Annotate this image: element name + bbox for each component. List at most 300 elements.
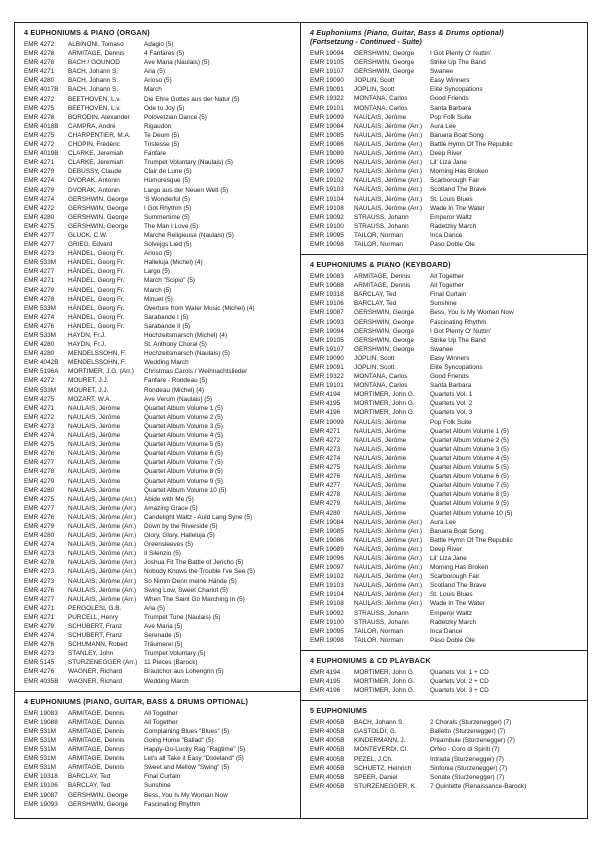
catalog-row — [24, 449, 294, 458]
catalog-row — [24, 486, 294, 495]
section-title: 4 EUPHONIUMS (PIANO, GUITAR, BASS & DRUMS OPTIONAL) — [24, 696, 249, 706]
catalog-row — [24, 567, 294, 576]
entry-code: EMR 19090 — [310, 354, 344, 362]
entry-title: Santa Barbara — [430, 104, 472, 112]
entry-composer: STRAUSS, Johann — [354, 222, 409, 230]
catalog-row — [310, 427, 581, 436]
entry-title: Die Ehre Gottes aus der Natur (5) — [144, 95, 240, 103]
entry-code: EMR 19100 — [310, 618, 344, 626]
entry-title: Fanfare - Rondeau (5) — [144, 377, 208, 385]
entry-code: EMR 533M — [24, 259, 56, 267]
entry-code: EMR 19322 — [310, 373, 344, 381]
entry-composer: ARMITAGE, Dennis — [68, 755, 125, 763]
catalog-row — [24, 613, 294, 622]
section-rows — [310, 668, 581, 695]
entry-composer: NAULAIS, Jérôme (Arr.) — [68, 495, 137, 503]
entry-code: EMR 4280 — [24, 532, 55, 540]
entry-code: EMR 19105 — [310, 336, 344, 344]
entry-composer: NAULAIS, Jérôme — [68, 450, 121, 458]
entry-title: Rigaudon — [144, 122, 172, 130]
entry-composer: ARMITAGE, Dennis — [68, 764, 125, 772]
entry-composer: HÄNDEL, Georg Fr. — [68, 259, 125, 267]
entry-title: Quartet Album Volume 8 (5) — [430, 491, 509, 499]
catalog-row — [24, 131, 294, 140]
entry-code: EMR 4274 — [24, 313, 55, 321]
entry-composer: BACH, Johann S. — [68, 68, 119, 76]
entry-title: Quartet Album Volume 6 (5) — [430, 473, 509, 481]
entry-composer: NAULAIS, Jérôme — [354, 482, 407, 490]
catalog-row — [310, 572, 581, 581]
entry-code: EMR 4277 — [24, 504, 55, 512]
catalog-row — [310, 436, 581, 445]
entry-title: Final Curtain — [430, 291, 467, 299]
entry-code: EMR 4274 — [24, 177, 55, 185]
catalog-row — [24, 745, 294, 754]
entry-code: EMR 4277 — [24, 595, 55, 603]
section-subtitle: (Fortsetzung - Continued - Suite) — [310, 37, 422, 46]
section-rows — [310, 718, 581, 791]
catalog-row — [310, 299, 581, 308]
entry-composer: JOPLIN, Scott — [354, 354, 395, 362]
entry-composer: BACH, Johann S. — [354, 719, 405, 727]
entry-code: EMR 4279 — [24, 186, 55, 194]
entry-composer: MONTANA, Carlos — [354, 373, 408, 381]
entry-code: EMR 4005B — [310, 719, 345, 727]
entry-title: Fascinating Rhythm — [430, 318, 487, 326]
entry-title: Scarborough Fair — [430, 573, 480, 581]
entry-title: Brautchor aus Lohengrin (5) — [144, 668, 224, 676]
entry-title: All Together — [144, 709, 178, 717]
entry-title: Scarborough Fair — [430, 177, 480, 185]
entry-code: EMR 4280 — [24, 341, 55, 349]
entry-composer: NAULAIS, Jérôme — [68, 477, 121, 485]
catalog-row — [24, 122, 294, 131]
entry-code: EMR 4279 — [24, 168, 55, 176]
entry-code: EMR 4275 — [24, 495, 55, 503]
entry-composer: SCHUMANN, Robert — [68, 641, 128, 649]
entry-code: EMR 19087 — [310, 309, 344, 317]
entry-title: Quartet Album Volume 9 (5) — [430, 500, 509, 508]
entry-title: Intrada (Sturzenegger) (7) — [430, 755, 504, 763]
entry-composer: NAULAIS, Jérôme — [354, 473, 407, 481]
entry-title: Orfeo - Coro di Spiriti (7) — [430, 746, 500, 754]
entry-code: EMR 4278 — [24, 113, 55, 121]
entry-title: Aria (5) — [144, 604, 165, 612]
catalog-row — [310, 618, 581, 627]
catalog-row — [310, 231, 581, 240]
catalog-row — [310, 140, 581, 149]
entry-title: Quartet Album Volume 10 (5) — [144, 486, 227, 494]
entry-composer: NAULAIS, Jérôme (Arr.) — [68, 513, 137, 521]
entry-code: EMR 4005B — [310, 764, 345, 772]
entry-title: Paso Doble Ole — [430, 636, 475, 644]
catalog-row — [24, 754, 294, 763]
catalog-row — [24, 772, 294, 781]
entry-title: Quartet Album Volume 2 (5) — [430, 436, 509, 444]
catalog-row — [310, 195, 581, 204]
entry-title: Complaining Blues "Blues" (5) — [144, 727, 230, 735]
entry-code: EMR 19089 — [310, 150, 344, 158]
entry-title: Quartet Album Volume 8 (5) — [144, 468, 223, 476]
entry-title: Quartet Album Volume 1 (5) — [144, 404, 223, 412]
entry-code: EMR 19088 — [24, 718, 58, 726]
entry-code: EMR 4276 — [24, 513, 55, 521]
entry-composer: MOURET, J.J. — [68, 377, 109, 385]
entry-composer: BARCLAY, Ted — [68, 773, 111, 781]
catalog-row — [310, 372, 581, 381]
entry-composer: BACH, Johann S. — [68, 86, 119, 94]
entry-title: Minuet (5) — [144, 295, 173, 303]
entry-composer: GERSHWIN, George — [354, 59, 415, 67]
catalog-row — [24, 677, 294, 686]
entry-composer: NAULAIS, Jérôme — [68, 404, 121, 412]
entry-title: March — [144, 86, 162, 94]
entry-title: Aura Lee — [430, 518, 456, 526]
entry-composer: KINDERMANN, J. — [354, 737, 406, 745]
entry-code: EMR 19322 — [310, 95, 344, 103]
entry-composer: NAULAIS, Jérôme (Arr.) — [68, 586, 137, 594]
catalog-row — [310, 94, 581, 103]
catalog-row — [310, 290, 581, 299]
entry-title: Strike Up The Band — [430, 336, 486, 344]
entry-code: EMR 4275 — [310, 464, 341, 472]
entry-title: Sarabande I (5) — [144, 313, 189, 321]
catalog-row — [310, 581, 581, 590]
catalog-row — [310, 490, 581, 499]
entry-composer: ARMITAGE, Dennis — [68, 736, 125, 744]
entry-code: EMR 531M — [24, 764, 56, 772]
entry-code: EMR 19103 — [310, 186, 344, 194]
entry-title: Préambule (Sturzenegger) (7) — [430, 737, 515, 745]
entry-code: EMR 19094 — [310, 50, 344, 57]
catalog-row — [24, 440, 294, 449]
entry-title: Bess, You Is My Woman Now — [430, 309, 514, 317]
entry-title: Joshua Fit The Battle of Jericho (5) — [144, 559, 244, 567]
catalog-row — [24, 267, 294, 276]
entry-code: EMR 4035B — [24, 677, 59, 685]
entry-code: EMR 4276 — [24, 641, 55, 649]
entry-composer: GERSHWIN, George — [68, 213, 129, 221]
entry-title: Quartets Vol. 3 — [430, 409, 473, 417]
entry-composer: GERSHWIN, George — [68, 204, 129, 212]
section-rows — [24, 709, 294, 809]
entry-code: EMR 4278 — [24, 468, 55, 476]
entry-title: Il Silenzio (5) — [144, 550, 181, 558]
entry-code: EMR 531M — [24, 755, 56, 763]
entry-code: EMR 4271 — [24, 68, 55, 76]
catalog-row — [24, 349, 294, 358]
entry-code: EMR 4278 — [310, 491, 341, 499]
entry-title: Largo aus der Neuen Welt (5) — [144, 186, 229, 194]
entry-composer: NAULAIS, Jérôme (Arr.) — [354, 582, 423, 590]
entry-composer: WAGNER, Richard — [68, 668, 123, 676]
entry-title: Quartet Album Volume 5 (5) — [430, 464, 509, 472]
entry-code: EMR 19102 — [310, 177, 344, 185]
entry-code: EMR 4195 — [310, 400, 341, 408]
entry-composer: ARMITAGE, Dennis — [68, 718, 125, 726]
entry-title: Quartet Album Volume 7 (5) — [430, 482, 509, 490]
catalog-section — [15, 23, 300, 691]
entry-composer: GERSHWIN, George — [68, 791, 129, 799]
catalog-row — [24, 49, 294, 58]
entry-composer: NAULAIS, Jérôme (Arr.) — [354, 518, 423, 526]
entry-code: EMR 533M — [24, 332, 56, 339]
entry-code: EMR 19105 — [310, 59, 344, 67]
entry-composer: BACH / GOUNOD — [68, 59, 120, 67]
entry-code: EMR 4005B — [310, 728, 345, 736]
catalog-row — [310, 327, 581, 336]
section-title: 5 EUPHONIUMS — [310, 706, 368, 716]
entry-code: EMR 19084 — [310, 122, 344, 130]
entry-composer: MOZART, W.A. — [68, 395, 112, 403]
entry-title: Quartet Album Volume 1 (5) — [430, 427, 509, 435]
entry-code: EMR 4275 — [24, 441, 55, 449]
entry-title: I Got Plenty O' Nuttin' — [430, 327, 492, 335]
entry-code: EMR 4272 — [24, 377, 55, 385]
catalog-row — [310, 418, 581, 427]
entry-code: EMR 4275 — [24, 104, 55, 112]
entry-title: Strike Up The Band — [430, 59, 486, 67]
catalog-row — [310, 536, 581, 545]
catalog-row — [24, 658, 294, 667]
entry-composer: TAILOR, Norman — [354, 231, 403, 239]
catalog-row — [24, 176, 294, 185]
catalog-row — [24, 395, 294, 404]
entry-composer: CAMPRA, André — [68, 122, 116, 130]
entry-title: Good Friends — [430, 373, 469, 381]
catalog-section — [301, 650, 587, 700]
catalog-row — [310, 381, 581, 390]
entry-code: EMR 19097 — [310, 564, 344, 572]
catalog-row — [24, 736, 294, 745]
entry-title: St. Louis Blues — [430, 195, 473, 203]
catalog-row — [310, 445, 581, 454]
entry-title: Abide with Me (5) — [144, 495, 194, 503]
catalog-row — [24, 331, 294, 340]
entry-code: EMR 4273 — [24, 577, 55, 585]
catalog-row — [24, 140, 294, 149]
entry-code: EMR 531M — [24, 727, 56, 735]
entry-title: 7 Quintette (Renaissance-Barock) — [430, 782, 527, 790]
entry-code: EMR 4275 — [24, 395, 55, 403]
catalog-row — [24, 322, 294, 331]
catalog-row — [24, 213, 294, 222]
entry-code: EMR 4277 — [24, 241, 55, 249]
catalog-row — [310, 204, 581, 213]
entry-title: Inca Dance — [430, 231, 463, 239]
entry-composer: CHOPIN, Frédéric — [68, 141, 120, 149]
catalog-row — [24, 631, 294, 640]
catalog-row — [310, 318, 581, 327]
entry-composer: GERSHWIN, George — [354, 309, 415, 317]
section-title: 4 EUPHONIUMS & PIANO (KEYBOARD) — [310, 260, 451, 270]
entry-title: Quartets Vol. 1 — [430, 391, 473, 399]
entry-composer: NAULAIS, Jérôme — [354, 445, 407, 453]
entry-composer: STRAUSS, Johann — [354, 618, 409, 626]
entry-title: Candelight Waltz - Auld Lang Syne (5) — [144, 513, 253, 521]
entry-title: Sarabande II (5) — [144, 322, 191, 330]
entry-title: Ave Maria (5) — [144, 623, 183, 630]
entry-code: EMR 4195 — [310, 678, 341, 685]
entry-title: Inca Dance — [430, 627, 463, 635]
entry-composer: MORTIMER, John G. — [354, 391, 415, 399]
entry-composer: NAULAIS, Jérôme — [68, 459, 121, 467]
catalog-column-left — [15, 23, 301, 818]
catalog-row — [24, 386, 294, 395]
catalog-row — [310, 149, 581, 158]
entry-composer: GERSHWIN, George — [68, 195, 129, 203]
entry-title: Arioso (5) — [144, 250, 172, 258]
catalog-row — [310, 158, 581, 167]
catalog-row — [310, 454, 581, 463]
entry-title: Sunshine — [430, 300, 457, 308]
entry-code: EMR 19107 — [310, 68, 344, 76]
entry-code: EMR 4278 — [24, 59, 55, 67]
entry-composer: MORTIMER, John G. — [354, 687, 415, 695]
catalog-row — [24, 104, 294, 113]
catalog-row — [24, 667, 294, 676]
entry-title: Quartet Album Volume 4 (5) — [144, 432, 223, 440]
entry-composer: NAULAIS, Jérôme (Arr.) — [354, 177, 423, 185]
entry-title: Elite Syncopations — [430, 86, 483, 94]
catalog-row — [24, 304, 294, 313]
entry-composer: NAULAIS, Jérôme — [354, 454, 407, 462]
catalog-row — [24, 791, 294, 800]
entry-title: The Man I Love (5) — [144, 222, 198, 230]
entry-title: Largo (5) — [144, 268, 170, 276]
entry-title: Glory, Glory, Halleluja (5) — [144, 532, 215, 540]
entry-title: Quartets Vol. 2 + CD — [430, 678, 489, 685]
entry-composer: MONTANA, Carlos — [354, 382, 408, 390]
entry-title: Quartet Album Volume 3 (5) — [430, 445, 509, 453]
entry-composer: NAULAIS, Jérôme — [68, 422, 121, 430]
entry-composer: NAULAIS, Jérôme (Arr.) — [354, 186, 423, 194]
entry-composer: HÄNDEL, Georg Fr. — [68, 295, 125, 303]
catalog-section — [301, 23, 587, 254]
catalog-row — [310, 736, 581, 745]
entry-code: EMR 4273 — [24, 422, 55, 430]
entry-title: Morning Has Broken — [430, 168, 489, 176]
entry-code: EMR 531M — [24, 746, 56, 754]
catalog-row — [310, 563, 581, 572]
entry-composer: NAULAIS, Jérôme (Arr.) — [354, 554, 423, 562]
catalog-row — [310, 122, 581, 131]
catalog-section — [15, 691, 300, 814]
catalog-row — [310, 590, 581, 599]
entry-title: Let's all Take it Easy "Dixieland" (5) — [144, 755, 244, 763]
entry-composer: MENDELSSOHN, F. — [68, 359, 126, 367]
entry-code: EMR 4272 — [24, 95, 55, 103]
catalog-row — [310, 222, 581, 231]
entry-title: Santa Barbara — [430, 382, 472, 390]
entry-composer: NAULAIS, Jérôme — [354, 500, 407, 508]
catalog-row — [24, 522, 294, 531]
entry-title: Morning Has Broken — [430, 564, 489, 572]
entry-code: EMR 19083 — [310, 273, 344, 281]
entry-title: Banana Boat Song — [430, 527, 484, 535]
catalog-row — [24, 313, 294, 322]
entry-composer: NAULAIS, Jérôme (Arr.) — [354, 131, 423, 139]
entry-composer: CLARKE, Jeremiah — [68, 150, 124, 158]
entry-title: So Nimm Denn meine Hände (5) — [144, 577, 237, 585]
entry-title: Serenade (5) — [144, 632, 182, 640]
entry-composer: NAULAIS, Jérôme (Arr.) — [68, 532, 137, 540]
catalog-row — [310, 509, 581, 518]
entry-title: Scotland The Brave — [430, 582, 487, 590]
entry-title: March "Scipio" (5) — [144, 277, 196, 285]
entry-title: Fascinating Rhythm — [144, 800, 201, 808]
entry-title: Sweet and Mellow "Swing" (5) — [144, 764, 230, 772]
entry-code: EMR 4278 — [24, 295, 55, 303]
entry-composer: MORTIMER, John G. — [354, 400, 415, 408]
entry-composer: MONTANA, Carlos — [354, 95, 408, 103]
catalog-row — [24, 186, 294, 195]
entry-composer: HAYDN, Fr.J. — [68, 332, 106, 339]
catalog-row — [310, 668, 581, 677]
catalog-row — [310, 627, 581, 636]
catalog-row — [310, 677, 581, 686]
entry-composer: HÄNDEL, Georg Fr. — [68, 304, 125, 312]
entry-title: Ave Maria (Naulais) (5) — [144, 59, 210, 67]
section-title: 4 EUPHONIUMS & CD PLAYBACK — [310, 655, 431, 665]
catalog-row — [310, 308, 581, 317]
entry-composer: NAULAIS, Jérôme (Arr.) — [68, 522, 137, 530]
entry-composer: SCHUBERT, Franz — [68, 632, 123, 640]
entry-title: Trumpet Voluntary (5) — [144, 650, 206, 658]
entry-code: EMR 4276 — [24, 586, 55, 594]
entry-composer: GASTOLDI, G. — [354, 728, 397, 736]
entry-title: Greensleeves (5) — [144, 541, 194, 549]
entry-composer: PERGOLESI, G.B. — [68, 604, 122, 612]
entry-composer: NAULAIS, Jérôme (Arr.) — [354, 545, 423, 553]
catalog-row — [310, 272, 581, 281]
entry-code: EMR 4280 — [310, 509, 341, 517]
entry-title: Aura Lee — [430, 122, 456, 130]
catalog-row — [24, 531, 294, 540]
catalog-row — [24, 709, 294, 718]
entry-code: EMR 19100 — [310, 222, 344, 230]
catalog-row — [24, 622, 294, 631]
entry-title: Quartet Album Volume 2 (5) — [144, 413, 223, 421]
entry-code: EMR 4019B — [24, 150, 59, 158]
entry-composer: DVORAK, Antonin — [68, 186, 120, 194]
catalog-row — [24, 640, 294, 649]
catalog-row — [310, 185, 581, 194]
entry-composer: MONTANA, Carlos — [354, 104, 408, 112]
entry-code: EMR 4278 — [24, 559, 55, 567]
catalog-row — [24, 340, 294, 349]
catalog-row — [24, 513, 294, 522]
entry-composer: STURZENEGGER (Arr.) — [68, 659, 138, 667]
catalog-row — [24, 40, 294, 49]
catalog-row — [24, 540, 294, 549]
entry-code: EMR 4271 — [310, 427, 341, 435]
entry-title: All Together — [144, 718, 178, 726]
entry-composer: MORTIMER, John G. — [354, 678, 415, 685]
entry-title: Aria (5) — [144, 68, 165, 76]
entry-title: Hochzeitsmarsch (Michel) (4) — [144, 332, 228, 339]
entry-composer: SCHUETZ, Heinrich — [354, 764, 412, 772]
entry-title: Nobody Knows the Trouble I've See (5) — [144, 568, 255, 576]
entry-title: Down by the Riverside (5) — [144, 522, 218, 530]
entry-title: When The Saint Go Marching In (5) — [144, 595, 245, 603]
entry-title: Polovetzian Dance (5) — [144, 113, 207, 121]
entry-title: Swanee — [430, 68, 454, 76]
entry-composer: NAULAIS, Jérôme — [68, 432, 121, 440]
entry-composer: BARCLAY, Ted — [354, 300, 397, 308]
catalog-row — [24, 495, 294, 504]
catalog-column-right — [301, 23, 587, 818]
